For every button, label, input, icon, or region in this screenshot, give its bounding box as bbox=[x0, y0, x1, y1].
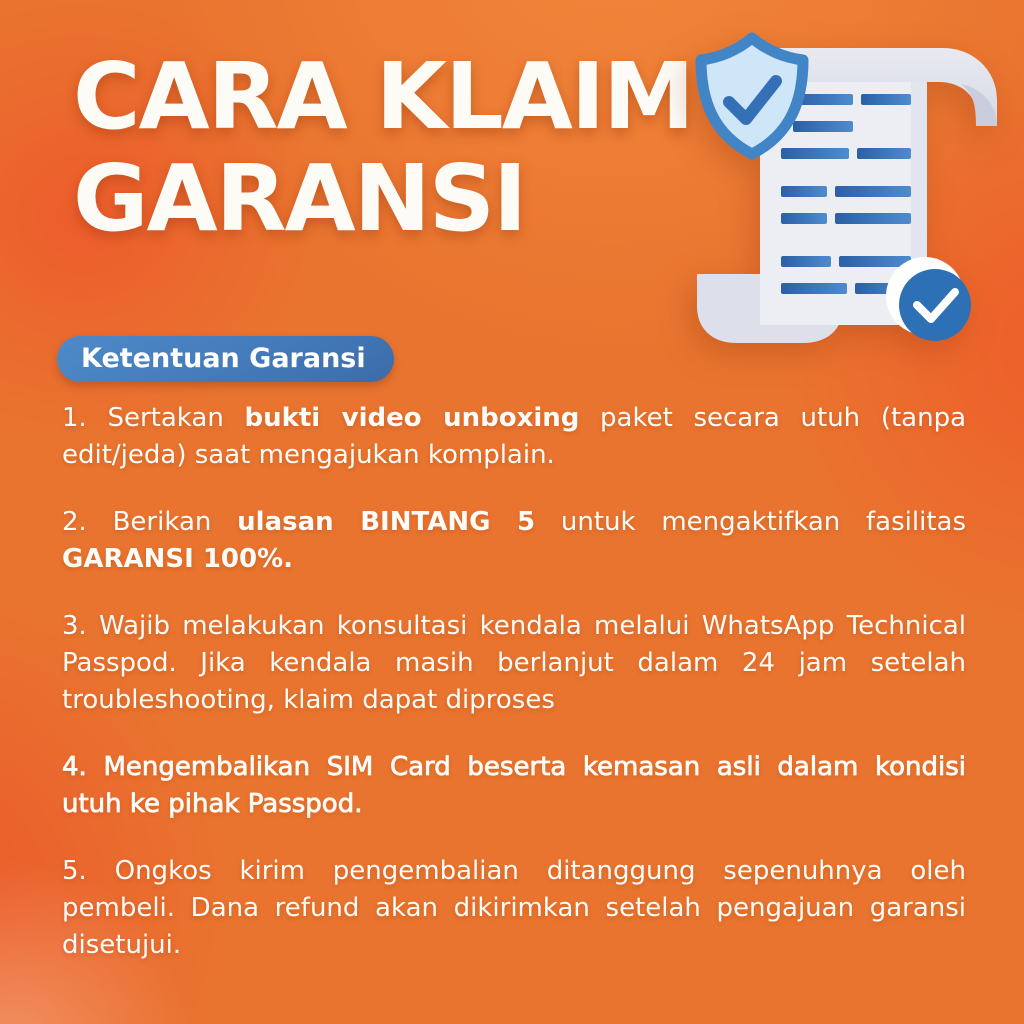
term-item bbox=[62, 853, 966, 964]
term-text-bold: bukti video unboxing bbox=[244, 403, 580, 433]
term-item bbox=[62, 400, 966, 474]
term-text-bold: GARANSI 100%. bbox=[62, 544, 294, 574]
term-item bbox=[62, 749, 966, 823]
term-text: 1. Sertakan bbox=[62, 403, 245, 433]
term-text: 5. Ongkos kirim pengembalian ditanggung sepenuhnya oleh pembeli. Dana refund akan dikirimkan setelah pengajuan garansi disetujui. bbox=[62, 856, 966, 960]
term-text: 4. Mengembalikan SIM Card beserta kemasan asli dalam kondisi utuh ke pihak Passpod. bbox=[62, 752, 966, 819]
title-line-2: GARANSI bbox=[73, 145, 526, 252]
terms-list bbox=[62, 400, 966, 964]
term-text: untuk mengaktifkan fasilitas bbox=[535, 507, 967, 537]
check-circle-icon bbox=[886, 257, 971, 341]
term-text-bold: ulasan BINTANG 5 bbox=[237, 507, 536, 537]
term-text: 2. Berikan bbox=[62, 507, 238, 537]
term-text: 3. Wajib melakukan konsultasi kendala melalui WhatsApp Technical Passpod. Jika kendala masih berlanjut dalam 24 jam setelah troubleshooting, klaim dapat diproses bbox=[62, 611, 966, 715]
title-line-1: CARA KLAIM bbox=[73, 43, 693, 150]
warranty-terms-badge: Ketentuan Garansi bbox=[57, 336, 394, 382]
term-text: paket secara utuh (tanpa edit/jeda) saat mengajukan komplain. bbox=[62, 403, 966, 470]
page-title bbox=[73, 43, 693, 252]
warranty-illustration bbox=[675, 8, 1015, 343]
term-item bbox=[62, 504, 966, 578]
term-item bbox=[62, 608, 966, 719]
